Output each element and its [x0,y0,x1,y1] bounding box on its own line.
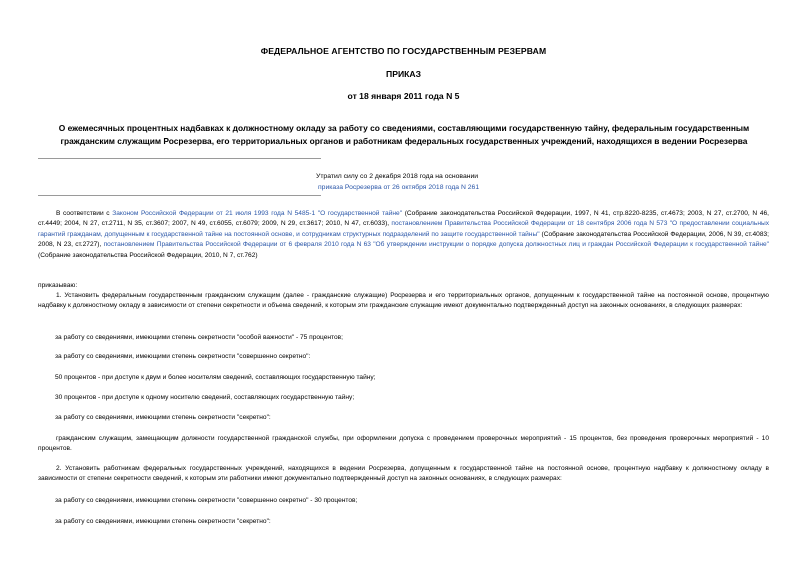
list-item-30-percent: 30 процентов - при доступе к одному носителю сведений, составляющих государственную тайну; [55,394,355,401]
preamble-text-2: (Собрание законодательства Российской Федерации, 1997, N 41, стр.8220-8235, ст.4673; 2003, N 27, ст.2700, N 46, ст.4449; 2004, N 27, ст.2711, N 35, ст.3607; 2007, N 49, ст.6055, ст.6079; 2009, N 29, ст.3617; 2010, N 47, ст.6033), [38,210,769,228]
paragraph-civil-servants: гражданским служащим, замещающим должности государственной гражданской службы, при оформлении допуска с проведением проверочных мероприятий - 15 процентов, без проведения проверочных мероприятий - 10 процентов. [38,435,769,453]
paragraph-2: 2. Установить работникам федеральных государственных учреждений, находящихся в ведении Росрезерва, допущенным к государственной тайне на постоянной основе, процентную надбавку к должностному окладу в зависимости от степени секретности сведений, к которым эти работники имеют документально подтвержденный доступ на законных основаниях, в следующих размерах: [38,465,769,483]
date-number-heading: от 18 января 2011 года N 5 [347,91,460,101]
resolution-link-573[interactable]: постановлением Правительства Российской Федерации от 18 сентября 2006 года N 573 "О предоставлении социальных гарантий гражданам, допущенным к государственной тайне на постоянной основе, и сотрудникам структурных подразделений по защите государственной тайны" [38,220,769,238]
list-item-50-percent: 50 процентов - при доступе к двум и более носителям сведений, составляющих государственную тайну; [55,374,376,381]
divider-bottom [38,195,321,196]
orders-line: приказываю: [38,282,78,289]
preamble-text-4: (Собрание законодательства Российской Федерации, 2010, N 7, ст.762) [38,251,258,259]
list-item-special-importance: за работу со сведениями, имеющими степень секретности "особой важности" - 75 процентов; [55,334,344,341]
divider-top [38,158,321,159]
list-item-top-secret: за работу со сведениями, имеющими степень секретности "совершенно секретно": [55,353,311,360]
list-item-secret: за работу со сведениями, имеющими степень секретности "секретно": [55,414,271,421]
agency-heading: ФЕДЕРАЛЬНОЕ АГЕНТСТВО ПО ГОСУДАРСТВЕННЫМ РЕЗЕРВАМ [260,46,547,56]
preamble-text-1: В соответствии с [56,210,113,217]
preamble-paragraph [38,209,769,261]
list-item-secret-workers: за работу со сведениями, имеющими степень секретности "секретно": [55,518,271,525]
paragraph-1: 1. Установить федеральным государственным гражданским служащим (далее - гражданские служащие) Росрезерва и его территориальных органов, допущенным к государственной тайне на постоянной основе, процентную надбавку к должностному окладу в зависимости от степени секретности и объема сведений, к которым эти гражданские служащие имеют документально подтвержденный доступ на законных основаниях, в следующих размерах: [38,292,769,310]
resolution-link-63[interactable]: постановлением Правительства Российской Федерации от 6 февраля 2010 года N 63 "Об утверждении инструкции о порядке допуска должностных лиц и граждан Российской Федерации к государственной тайне" [103,241,769,249]
doc-type-heading: ПРИКАЗ [386,69,421,79]
status-note [316,171,479,193]
preamble-text-3: (Собрание законодательства Российской Федерации, 2006, N 39, ст.4083; 2008, N 23, ст.2727), [38,230,769,249]
list-item-top-secret-workers: за работу со сведениями, имеющими степень секретности "совершенно секретно" - 30 процентов; [55,497,358,504]
status-lost-force: Утратил силу со 2 декабря 2018 года на основании [316,173,479,180]
status-lost-force-link[interactable]: приказа Росрезерва от 26 октября 2018 года N 261 [318,184,480,191]
document-title: О ежемесячных процентных надбавках к должностному окладу за работу со сведениями, составляющими государственную тайну, федеральным государственным гражданским служащим Росрезерва, его территориальных органов и работникам федеральных государственных учреждений, находящихся в ведении Росрезерва [58,123,750,146]
law-link-state-secret[interactable]: Законом Российской Федерации от 21 июля 1993 года N 5485-1 "О государственной тайне" [112,210,403,217]
